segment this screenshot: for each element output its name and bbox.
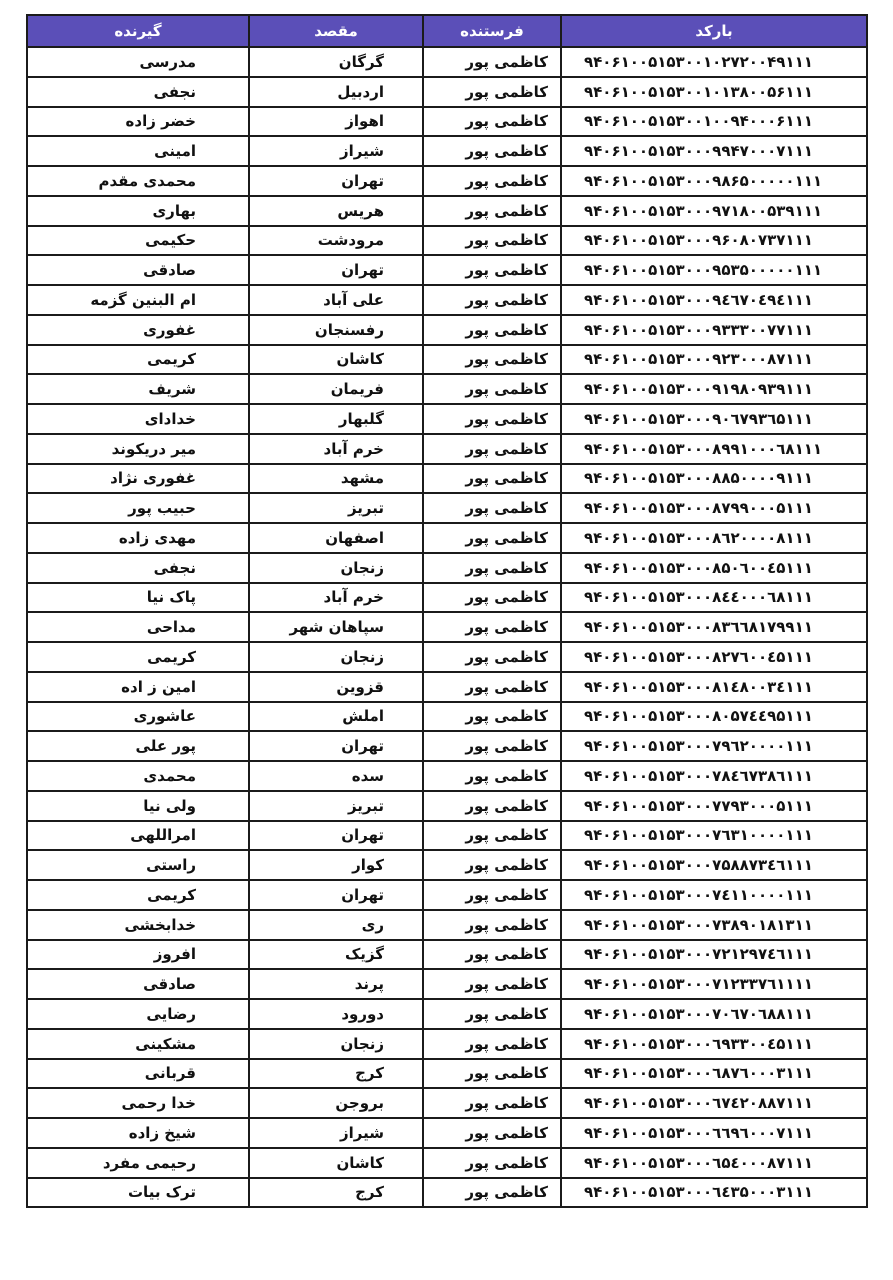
destination-cell: شیراز <box>249 1118 423 1148</box>
destination-cell: خرم آباد <box>249 583 423 613</box>
sender-cell: کاظمی پور <box>423 761 561 791</box>
destination-cell: تهران <box>249 166 423 196</box>
destination-cell: املش <box>249 702 423 732</box>
receiver-cell: حبیب پور <box>27 493 249 523</box>
receiver-cell: صادقی <box>27 255 249 285</box>
receiver-cell: امین ز اده <box>27 672 249 702</box>
receiver-cell: حکیمی <box>27 226 249 256</box>
sender-cell: کاظمی پور <box>423 672 561 702</box>
table-row <box>27 77 867 107</box>
table-row <box>27 880 867 910</box>
barcode-cell: ۹۴۰۶۱۰۰۵۱۵۳۰۰۰۹۷۱۸۰۰۵۳۹۱۱۱ <box>561 196 867 226</box>
destination-cell: گرگان <box>249 47 423 77</box>
barcode-cell: ۹۴۰۶۱۰۰۵۱۵۳۰۰۰٦۹۳۳۰۰٤۵۱۱۱ <box>561 1029 867 1059</box>
table-header-row <box>27 15 867 47</box>
barcode-cell: ۹۴۰۶۱۰۰۵۱۵۳۰۰۰۷۱۲۳۳۷٦۱۱۱۱ <box>561 969 867 999</box>
sender-cell: کاظمی پور <box>423 702 561 732</box>
sender-cell: کاظمی پور <box>423 1148 561 1178</box>
receiver-cell: نجفی <box>27 553 249 583</box>
sender-cell: کاظمی پور <box>423 523 561 553</box>
table-row <box>27 196 867 226</box>
destination-cell: کاشان <box>249 345 423 375</box>
table-row <box>27 969 867 999</box>
barcode-cell: ۹۴۰۶۱۰۰۵۱۵۳۰۰۰۹۸۶۵۰۰۰۰۰۱۱۱ <box>561 166 867 196</box>
barcode-cell: ۹۴۰۶۱۰۰۵۱۵۳۰۰۰٦۵٤۰۰۰۸۷۱۱۱ <box>561 1148 867 1178</box>
sender-cell: کاظمی پور <box>423 255 561 285</box>
sender-cell: کاظمی پور <box>423 910 561 940</box>
destination-cell: مرودشت <box>249 226 423 256</box>
sender-cell: کاظمی پور <box>423 553 561 583</box>
sender-cell: کاظمی پور <box>423 404 561 434</box>
table-body <box>27 47 867 1207</box>
table-row <box>27 226 867 256</box>
barcode-cell: ۹۴۰۶۱۰۰۵۱۵۳۰۰۰۹۱۹۸۰۹۳۹۱۱۱ <box>561 374 867 404</box>
barcode-cell: ۹۴۰۶۱۰۰۵۱۵۳۰۰۰۹٤٦٧۰٤۹٤۱۱۱ <box>561 285 867 315</box>
destination-cell: کرج <box>249 1059 423 1089</box>
barcode-cell: ۹۴۰۶۱۰۰۵۱۵۳۰۰۰۷۷۹۳۰۰۰۵۱۱۱ <box>561 791 867 821</box>
destination-cell: علی آباد <box>249 285 423 315</box>
receiver-cell: پور علی <box>27 731 249 761</box>
receiver-cell: رضایی <box>27 999 249 1029</box>
receiver-cell: مدرسی <box>27 47 249 77</box>
destination-cell: قزوین <box>249 672 423 702</box>
destination-cell: مشهد <box>249 464 423 494</box>
destination-cell: تبریز <box>249 493 423 523</box>
receiver-cell: شیخ زاده <box>27 1118 249 1148</box>
table-row <box>27 1148 867 1178</box>
sender-cell: کاظمی پور <box>423 374 561 404</box>
receiver-cell: خدابخشی <box>27 910 249 940</box>
destination-cell: اصفهان <box>249 523 423 553</box>
table-row <box>27 166 867 196</box>
destination-cell: کوار <box>249 850 423 880</box>
table-row <box>27 464 867 494</box>
barcode-cell: ۹۴۰۶۱۰۰۵۱۵۳۰۰۰٦۷٤۲۰۸۸۷۱۱۱ <box>561 1088 867 1118</box>
destination-cell: خرم آباد <box>249 434 423 464</box>
receiver-cell: کریمی <box>27 642 249 672</box>
destination-cell: تهران <box>249 821 423 851</box>
sender-cell: کاظمی پور <box>423 1178 561 1208</box>
barcode-cell: ۹۴۰۶۱۰۰۵۱۵۳۰۰۰۹۲۳۰۰۰۸۷۱۱۱ <box>561 345 867 375</box>
receiver-cell: رحیمی مفرد <box>27 1148 249 1178</box>
sender-cell: کاظمی پور <box>423 850 561 880</box>
receiver-cell: مشکینی <box>27 1029 249 1059</box>
destination-cell: تهران <box>249 255 423 285</box>
sender-cell: کاظمی پور <box>423 315 561 345</box>
shipment-table <box>26 14 868 1208</box>
sender-cell: کاظمی پور <box>423 47 561 77</box>
destination-cell: زنجان <box>249 642 423 672</box>
table-row <box>27 47 867 77</box>
barcode-cell: ۹۴۰۶۱۰۰۵۱۵۳۰۰۰۹۹۴۷۰۰۰۷۱۱۱ <box>561 136 867 166</box>
barcode-cell: ۹۴۰۶۱۰۰۵۱۵۳۰۰۰۷۰٦۷۰٦۸۸۱۱۱ <box>561 999 867 1029</box>
sender-cell: کاظمی پور <box>423 166 561 196</box>
barcode-cell: ۹۴۰۶۱۰۰۵۱۵۳۰۰۰۸۸۵۰۰۰۰۹۱۱۱ <box>561 464 867 494</box>
sender-cell: کاظمی پور <box>423 1118 561 1148</box>
receiver-cell: محمدی <box>27 761 249 791</box>
table-row <box>27 1029 867 1059</box>
barcode-cell: ۹۴۰۶۱۰۰۵۱۵۳۰۰۱۰۱۳۸۰۰۵۶۱۱۱ <box>561 77 867 107</box>
destination-cell: پرند <box>249 969 423 999</box>
table-row <box>27 702 867 732</box>
sender-cell: کاظمی پور <box>423 464 561 494</box>
table-row <box>27 493 867 523</box>
receiver-cell: مداحی <box>27 612 249 642</box>
table-row <box>27 761 867 791</box>
sender-cell: کاظمی پور <box>423 434 561 464</box>
barcode-cell: ۹۴۰۶۱۰۰۵۱۵۳۰۰۰۹۳۳۳۰۰۷۷۱۱۱ <box>561 315 867 345</box>
table-row <box>27 315 867 345</box>
destination-cell: گلبهار <box>249 404 423 434</box>
table-row <box>27 1178 867 1208</box>
receiver-cell: غفوری نژاد <box>27 464 249 494</box>
header-barcode: بارکد <box>561 15 867 47</box>
barcode-cell: ۹۴۰۶۱۰۰۵۱۵۳۰۰۱۰۲۷۲۰۰۴۹۱۱۱ <box>561 47 867 77</box>
shipment-sheet <box>26 14 866 1208</box>
barcode-cell: ۹۴۰۶۱۰۰۵۱۵۳۰۰۰٦٤۳۵۰۰۰۳۱۱۱ <box>561 1178 867 1208</box>
sender-cell: کاظمی پور <box>423 226 561 256</box>
sender-cell: کاظمی پور <box>423 77 561 107</box>
table-row <box>27 910 867 940</box>
destination-cell: کرج <box>249 1178 423 1208</box>
destination-cell: تبریز <box>249 791 423 821</box>
barcode-cell: ۹۴۰۶۱۰۰۵۱۵۳۰۰۰۸۳٦٦۸۱۷۹۹۱۱ <box>561 612 867 642</box>
destination-cell: گزیک <box>249 940 423 970</box>
barcode-cell: ۹۴۰۶۱۰۰۵۱۵۳۰۰۰۸٦۲۰۰۰۰۸۱۱۱ <box>561 523 867 553</box>
destination-cell: زنجان <box>249 1029 423 1059</box>
destination-cell: فریمان <box>249 374 423 404</box>
sender-cell: کاظمی پور <box>423 880 561 910</box>
table-row <box>27 434 867 464</box>
barcode-cell: ۹۴۰۶۱۰۰۵۱۵۳۰۰۰۷٦۳۱۰۰۰۰۱۱۱ <box>561 821 867 851</box>
barcode-cell: ۹۴۰۶۱۰۰۵۱۵۳۰۰۰۷۲۱۲۹۷٤٦۱۱۱ <box>561 940 867 970</box>
table-row <box>27 672 867 702</box>
receiver-cell: ولی نیا <box>27 791 249 821</box>
receiver-cell: شریف <box>27 374 249 404</box>
receiver-cell: امراللهی <box>27 821 249 851</box>
sender-cell: کاظمی پور <box>423 493 561 523</box>
table-row <box>27 821 867 851</box>
barcode-cell: ۹۴۰۶۱۰۰۵۱۵۳۰۰۰۸۹۹۱۰۰۰٦۸۱۱۱ <box>561 434 867 464</box>
sender-cell: کاظمی پور <box>423 821 561 851</box>
sender-cell: کاظمی پور <box>423 940 561 970</box>
barcode-cell: ۹۴۰۶۱۰۰۵۱۵۳۰۰۰۸۷۹۹۰۰۰۵۱۱۱ <box>561 493 867 523</box>
barcode-cell: ۹۴۰۶۱۰۰۵۱۵۳۰۰۰۷٤۱۱۰۰۰۰۱۱۱ <box>561 880 867 910</box>
destination-cell: رفسنجان <box>249 315 423 345</box>
barcode-cell: ۹۴۰۶۱۰۰۵۱۵۳۰۰۰٦٦۹٦۰۰۰۷۱۱۱ <box>561 1118 867 1148</box>
table-row <box>27 345 867 375</box>
destination-cell: اردبیل <box>249 77 423 107</box>
table-row <box>27 999 867 1029</box>
header-receiver: گیرنده <box>27 15 249 47</box>
table-row <box>27 850 867 880</box>
destination-cell: تهران <box>249 880 423 910</box>
receiver-cell: عاشوری <box>27 702 249 732</box>
receiver-cell: ترک بیات <box>27 1178 249 1208</box>
barcode-cell: ۹۴۰۶۱۰۰۵۱۵۳۰۰۰۸٤٤۰۰۰٦۸۱۱۱ <box>561 583 867 613</box>
barcode-cell: ۹۴۰۶۱۰۰۵۱۵۳۰۰۰۷۹٦۲۰۰۰۰۱۱۱ <box>561 731 867 761</box>
receiver-cell: میر دریکوند <box>27 434 249 464</box>
destination-cell: تهران <box>249 731 423 761</box>
destination-cell: بروجن <box>249 1088 423 1118</box>
table-row <box>27 1088 867 1118</box>
destination-cell: دورود <box>249 999 423 1029</box>
destination-cell: هریس <box>249 196 423 226</box>
receiver-cell: افروز <box>27 940 249 970</box>
table-row <box>27 285 867 315</box>
table-row <box>27 255 867 285</box>
destination-cell: سده <box>249 761 423 791</box>
destination-cell: ری <box>249 910 423 940</box>
barcode-cell: ۹۴۰۶۱۰۰۵۱۵۳۰۰۰۷۸٤٦۷۳۸٦۱۱۱ <box>561 761 867 791</box>
sender-cell: کاظمی پور <box>423 791 561 821</box>
receiver-cell: امینی <box>27 136 249 166</box>
table-row <box>27 523 867 553</box>
table-row <box>27 791 867 821</box>
header-destination: مقصد <box>249 15 423 47</box>
barcode-cell: ۹۴۰۶۱۰۰۵۱۵۳۰۰۰۸۲۷٦۰۰٤۵۱۱۱ <box>561 642 867 672</box>
receiver-cell: ام البنین گزمه <box>27 285 249 315</box>
receiver-cell: راستی <box>27 850 249 880</box>
receiver-cell: قربانی <box>27 1059 249 1089</box>
barcode-cell: ۹۴۰۶۱۰۰۵۱۵۳۰۰۰۹۶۰۸۰۷۳۷۱۱۱ <box>561 226 867 256</box>
table-row <box>27 731 867 761</box>
receiver-cell: کریمی <box>27 880 249 910</box>
table-row <box>27 642 867 672</box>
sender-cell: کاظمی پور <box>423 642 561 672</box>
receiver-cell: غفوری <box>27 315 249 345</box>
table-row <box>27 583 867 613</box>
table-row <box>27 1059 867 1089</box>
table-row <box>27 612 867 642</box>
table-row <box>27 374 867 404</box>
barcode-cell: ۹۴۰۶۱۰۰۵۱۵۳۰۰۰۷۳۸۹۰۱۸۱۳۱۱ <box>561 910 867 940</box>
sender-cell: کاظمی پور <box>423 731 561 761</box>
receiver-cell: خضر زاده <box>27 107 249 137</box>
barcode-cell: ۹۴۰۶۱۰۰۵۱۵۳۰۰۰۹۵۳۵۰۰۰۰۰۱۱۱ <box>561 255 867 285</box>
table-row <box>27 107 867 137</box>
barcode-cell: ۹۴۰۶۱۰۰۵۱۵۳۰۰۰۸۵۰٦۰۰٤۵۱۱۱ <box>561 553 867 583</box>
sender-cell: کاظمی پور <box>423 196 561 226</box>
receiver-cell: بهاری <box>27 196 249 226</box>
receiver-cell: صادقی <box>27 969 249 999</box>
barcode-cell: ۹۴۰۶۱۰۰۵۱۵۳۰۰۰۹۰٦۷۹۳٦۵۱۱۱ <box>561 404 867 434</box>
sender-cell: کاظمی پور <box>423 345 561 375</box>
sender-cell: کاظمی پور <box>423 1088 561 1118</box>
destination-cell: شیراز <box>249 136 423 166</box>
sender-cell: کاظمی پور <box>423 1029 561 1059</box>
receiver-cell: خدا رحمی <box>27 1088 249 1118</box>
sender-cell: کاظمی پور <box>423 285 561 315</box>
destination-cell: اهواز <box>249 107 423 137</box>
destination-cell: زنجان <box>249 553 423 583</box>
receiver-cell: نجفی <box>27 77 249 107</box>
sender-cell: کاظمی پور <box>423 583 561 613</box>
receiver-cell: کریمی <box>27 345 249 375</box>
destination-cell: کاشان <box>249 1148 423 1178</box>
sender-cell: کاظمی پور <box>423 1059 561 1089</box>
barcode-cell: ۹۴۰۶۱۰۰۵۱۵۳۰۰۰٦۸۷٦۰۰۰۳۱۱۱ <box>561 1059 867 1089</box>
barcode-cell: ۹۴۰۶۱۰۰۵۱۵۳۰۰۰۷۵۸۸۷۳٤٦۱۱۱ <box>561 850 867 880</box>
receiver-cell: محمدی مقدم <box>27 166 249 196</box>
sender-cell: کاظمی پور <box>423 612 561 642</box>
destination-cell: سپاهان شهر <box>249 612 423 642</box>
table-row <box>27 1118 867 1148</box>
receiver-cell: خدادای <box>27 404 249 434</box>
sender-cell: کاظمی پور <box>423 136 561 166</box>
barcode-cell: ۹۴۰۶۱۰۰۵۱۵۳۰۰۰۸۱٤۸۰۰۳٤۱۱۱ <box>561 672 867 702</box>
sender-cell: کاظمی پور <box>423 107 561 137</box>
receiver-cell: پاک نیا <box>27 583 249 613</box>
table-row <box>27 553 867 583</box>
header-sender: فرستنده <box>423 15 561 47</box>
sender-cell: کاظمی پور <box>423 969 561 999</box>
barcode-cell: ۹۴۰۶۱۰۰۵۱۵۳۰۰۰۸۰۵۷٤٤۹۵۱۱۱ <box>561 702 867 732</box>
barcode-cell: ۹۴۰۶۱۰۰۵۱۵۳۰۰۱۰۰۹۴۰۰۰۶۱۱۱ <box>561 107 867 137</box>
table-row <box>27 940 867 970</box>
sender-cell: کاظمی پور <box>423 999 561 1029</box>
table-row <box>27 404 867 434</box>
table-row <box>27 136 867 166</box>
receiver-cell: مهدی زاده <box>27 523 249 553</box>
